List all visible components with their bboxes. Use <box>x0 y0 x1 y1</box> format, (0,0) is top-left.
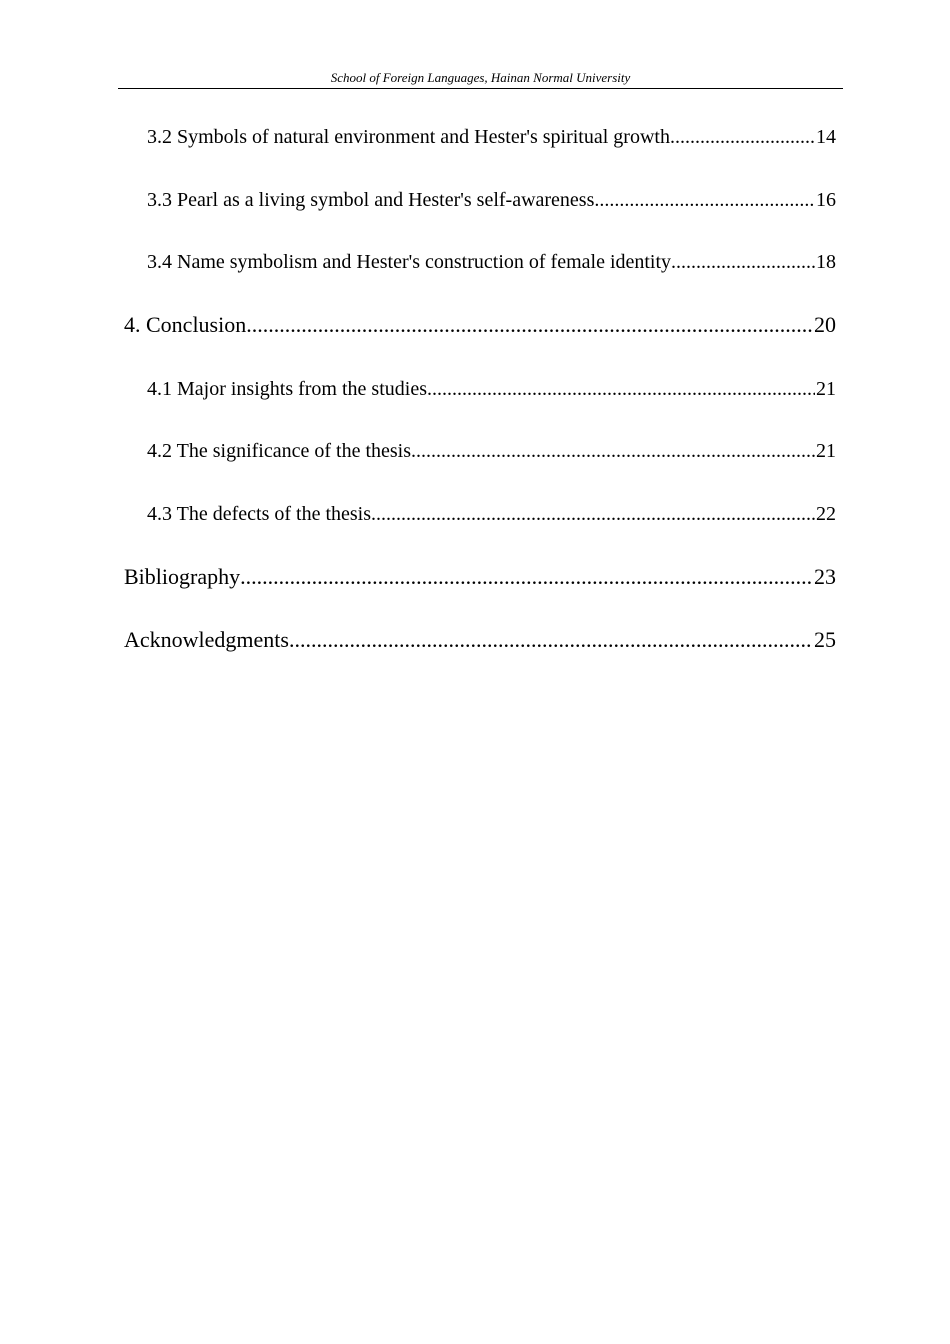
toc-dot-leader <box>670 126 815 149</box>
toc-page-number: 21 <box>816 440 836 462</box>
toc-entry-title: 4. Conclusion <box>124 312 247 337</box>
toc-dot-leader <box>671 251 815 274</box>
page-header <box>118 69 843 89</box>
toc-page-number: 25 <box>814 627 836 652</box>
toc-entry-4-3[interactable] <box>147 503 836 526</box>
toc-entry-4-conclusion[interactable] <box>124 312 836 338</box>
toc-entry-4-2[interactable] <box>147 440 836 463</box>
toc-entry-bibliography[interactable] <box>124 564 836 590</box>
toc-entry-acknowledgments[interactable] <box>124 627 836 653</box>
toc-entry-title: 3.4 Name symbolism and Hester's construction of female identity <box>147 251 672 273</box>
toc-page-number: 18 <box>816 251 836 273</box>
toc-entry-title: Acknowledgments <box>124 627 289 652</box>
toc-page-number: 14 <box>816 126 836 148</box>
toc-page-number: 22 <box>816 503 836 525</box>
toc-dot-leader <box>594 189 815 212</box>
toc-page-number: 21 <box>816 378 836 400</box>
toc-entry-title: 4.1 Major insights from the studies <box>147 378 427 400</box>
toc-entry-3-4[interactable] <box>147 251 836 274</box>
toc-dot-leader <box>246 312 813 338</box>
toc-page-number: 20 <box>814 312 836 337</box>
toc-dot-leader <box>411 440 815 463</box>
toc-dot-leader <box>240 564 813 590</box>
toc-entry-title: 4.3 The defects of the thesis <box>147 503 372 525</box>
toc-page-number: 23 <box>814 564 836 589</box>
toc-entry-title: 3.2 Symbols of natural environment and Hester's spiritual growth <box>147 126 670 148</box>
toc-dot-leader <box>427 378 815 401</box>
toc-entry-title: 4.2 The significance of the thesis <box>147 440 412 462</box>
toc-dot-leader <box>289 627 813 653</box>
page-header-text: School of Foreign Languages, Hainan Normal University <box>330 70 631 85</box>
toc-entry-4-1[interactable] <box>147 378 836 401</box>
toc-entry-3-2[interactable] <box>147 126 836 149</box>
toc-entry-title: 3.3 Pearl as a living symbol and Hester's self-awareness <box>147 189 595 211</box>
toc-dot-leader <box>371 503 815 526</box>
toc-entry-3-3[interactable] <box>147 189 836 212</box>
toc-entry-title: Bibliography <box>124 564 241 589</box>
toc-page-number: 16 <box>816 189 836 211</box>
